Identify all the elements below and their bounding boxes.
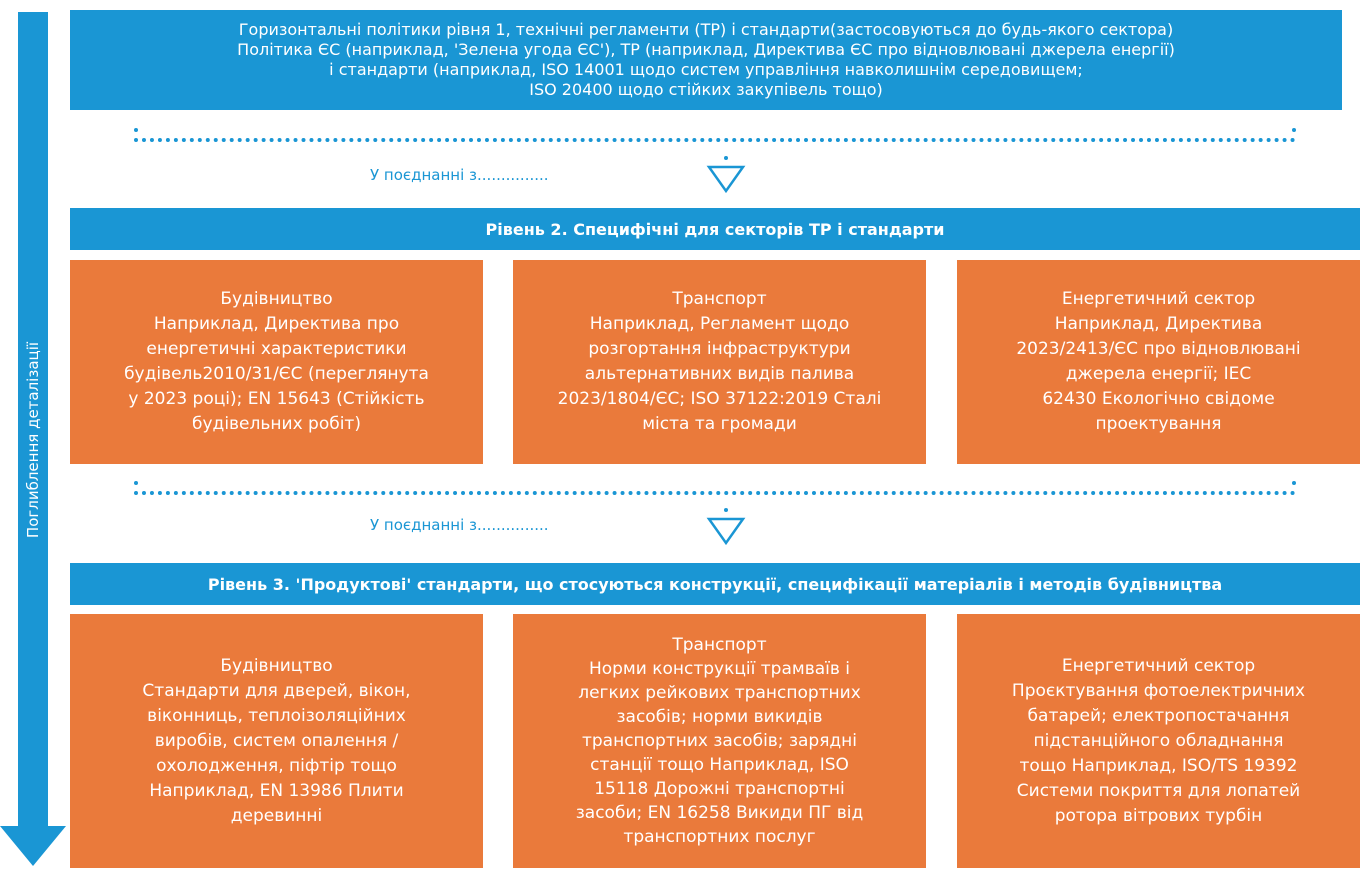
level1-line: Горизонтальні політики рівня 1, технічні регламенти (ТР) і стандарти(застосовуються до будь-якого сектора) bbox=[238, 20, 1174, 39]
box-heading: Будівництво bbox=[220, 655, 333, 676]
connector-dot bbox=[724, 156, 728, 160]
box-heading: Енергетичний сектор bbox=[1061, 289, 1256, 309]
dotted-separator bbox=[134, 138, 1296, 142]
box-line: джерела енергії; IEC bbox=[1065, 364, 1252, 384]
depth-arrow-head bbox=[0, 826, 66, 866]
down-triangle-icon bbox=[706, 516, 746, 546]
box-line: у 2023 році); EN 15643 (Стійкість bbox=[128, 389, 425, 409]
box-line: будівель2010/31/ЄС (переглянута bbox=[124, 364, 429, 384]
box-line: транспортних послуг bbox=[623, 827, 816, 847]
combined-with-label: У поєднанні з............... bbox=[370, 516, 549, 534]
dotted-separator bbox=[134, 491, 1296, 495]
box-line: 15118 Дорожні транспортні bbox=[594, 779, 845, 799]
box-line: альтернативних видів палива bbox=[584, 364, 855, 384]
box-line: 62430 Екологічно свідоме bbox=[1042, 389, 1275, 409]
box-line: батарей; електропостачання bbox=[1027, 705, 1290, 726]
box-line: охолодження, піфтір тощо bbox=[156, 755, 397, 776]
box-line: станції тощо Наприклад, ISO bbox=[590, 755, 849, 775]
combined-with-label: У поєднанні з............... bbox=[370, 166, 549, 184]
level1-line: Політика ЄС (наприклад, 'Зелена угода ЄС'), ТР (наприклад, Директива ЄС про відновлювані джерела енергії) bbox=[237, 40, 1175, 59]
box-line: засобів; норми викидів bbox=[616, 707, 823, 727]
separator-end-dot bbox=[134, 128, 138, 132]
level3-title: Рівень 3. 'Продуктові' стандарти, що стосуються конструкції, специфікації матеріалів і методів будівництва bbox=[70, 563, 1360, 605]
level2-box-transport bbox=[513, 260, 926, 464]
box-line: енергетичні характеристики bbox=[146, 339, 407, 359]
box-line: транспортних засобів; зарядні bbox=[581, 731, 858, 751]
box-line: 2023/1804/ЄС; ISO 37122:2019 Сталі bbox=[557, 389, 882, 409]
level2-box-construction bbox=[70, 260, 483, 464]
box-line: Наприклад, Директива bbox=[1054, 314, 1263, 334]
box-line: виробів, систем опалення / bbox=[154, 730, 399, 751]
box-line: віконниць, теплоізоляційних bbox=[147, 705, 406, 726]
box-line: Норми конструкції трамваїв і bbox=[588, 659, 851, 679]
box-heading: Транспорт bbox=[672, 635, 767, 655]
box-heading: Транспорт bbox=[672, 289, 767, 309]
level1-box bbox=[70, 10, 1342, 110]
box-line: Проєктування фотоелектричних bbox=[1011, 680, 1306, 701]
box-heading: Енергетичний сектор bbox=[1061, 655, 1256, 676]
separator-end-dot bbox=[1292, 481, 1296, 485]
box-line: Наприклад, EN 13986 Плити bbox=[149, 780, 404, 801]
box-line: розгортання інфраструктури bbox=[588, 339, 851, 359]
box-line: Системи покриття для лопатей bbox=[1016, 780, 1301, 801]
box-line: 2023/2413/ЄС про відновлювані bbox=[1016, 339, 1301, 359]
level1-line: ISO 20400 щодо стійких закупівель тощо) bbox=[529, 80, 883, 99]
separator-end-dot bbox=[1292, 128, 1296, 132]
level3-box-energy bbox=[957, 614, 1360, 868]
level3-box-transport bbox=[513, 614, 926, 868]
box-line: тощо Наприклад, ISO/TS 19392 bbox=[1019, 755, 1298, 776]
box-line: Наприклад, Регламент щодо bbox=[589, 314, 850, 334]
box-line: проектування bbox=[1095, 414, 1222, 434]
level2-title: Рівень 2. Специфічні для секторів ТР і стандарти bbox=[70, 208, 1360, 250]
level3-box-construction bbox=[70, 614, 483, 868]
box-line: Наприклад, Директива про bbox=[153, 314, 400, 334]
box-line: Стандарти для дверей, вікон, bbox=[142, 680, 411, 701]
connector-dot bbox=[724, 508, 728, 512]
level2-box-energy bbox=[957, 260, 1360, 464]
box-heading: Будівництво bbox=[220, 289, 333, 309]
down-triangle-icon bbox=[706, 164, 746, 194]
box-line: засоби; EN 16258 Викиди ПГ від bbox=[575, 803, 864, 823]
separator-end-dot bbox=[134, 481, 138, 485]
box-line: міста та громади bbox=[642, 414, 797, 434]
box-line: легких рейкових транспортних bbox=[578, 683, 861, 703]
depth-arrow-label: Поглиблення деталізації bbox=[24, 341, 42, 539]
level1-line: і стандарти (наприклад, ISO 14001 щодо систем управління навколишнім середовищем; bbox=[329, 60, 1083, 79]
box-line: будівельних робіт) bbox=[192, 414, 361, 434]
box-line: підстанційного обладнання bbox=[1033, 730, 1284, 751]
box-line: ротора вітрових турбін bbox=[1054, 805, 1263, 826]
box-line: деревинні bbox=[230, 805, 323, 826]
